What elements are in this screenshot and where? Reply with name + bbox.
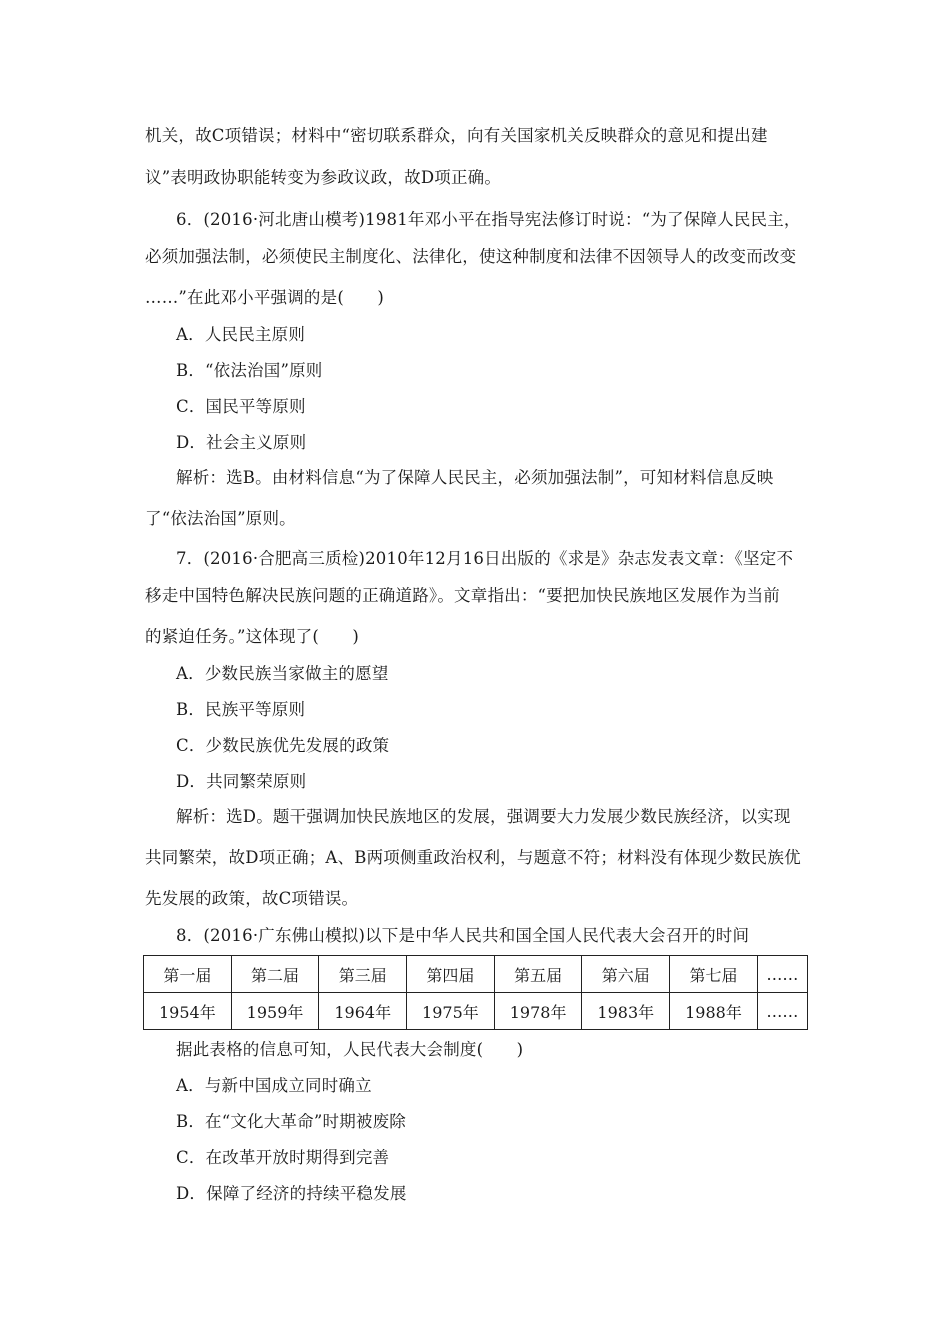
q6-analysis-line-1: 解析：选B。由材料信息“为了保障人民民主，必须加强法制”，可知材料信息反映 [176, 468, 774, 487]
q7-option-c: C．少数民族优先发展的政策 [176, 736, 390, 755]
q7-analysis-line-1: 解析：选D。题干强调加快民族地区的发展，强调要大力发展少数民族经济，以实现 [176, 807, 791, 826]
table-year-cell: 1978年 [494, 993, 582, 1030]
table-header-cell: 第五届 [494, 956, 582, 993]
table-row [144, 993, 808, 1030]
table-header-cell: 第七届 [670, 956, 758, 993]
q8-option-d: D．保障了经济的持续平稳发展 [176, 1184, 407, 1203]
table-year-cell: 1954年 [144, 993, 232, 1030]
q6-option-b: B．“依法治国”原则 [176, 361, 323, 380]
q6-stem-line-2: 必须加强法制，必须使民主制度化、法律化，使这种制度和法律不因领导人的改变而改变 [145, 247, 797, 266]
q8-stem-line-1: 8．(2016·广东佛山模拟)以下是中华人民共和国全国人民代表大会召开的时间 [176, 926, 750, 945]
table-year-cell: 1983年 [582, 993, 670, 1030]
table-year-cell: …… [757, 993, 807, 1030]
q7-stem-line-1: 7．(2016·合肥高三质检)2010年12月16日出版的《求是》杂志发表文章：《坚定不 [176, 549, 794, 568]
q6-option-d: D．社会主义原则 [176, 433, 307, 452]
q7-option-a: A．少数民族当家做主的愿望 [176, 664, 389, 683]
table-year-cell: 1988年 [670, 993, 758, 1030]
q6-stem-line-3: ……”在此邓小平强调的是( ) [145, 288, 385, 307]
continued-analysis-line-2: 议”表明政协职能转变为参政议政，故D项正确。 [145, 168, 502, 187]
q8-option-b: B．在“文化大革命”时期被废除 [176, 1112, 406, 1131]
table-header-cell: 第三届 [319, 956, 407, 993]
q7-option-b: B．民族平等原则 [176, 700, 306, 719]
q6-analysis-line-2: 了“依法治国”原则。 [145, 509, 296, 528]
table-header-cell: 第一届 [144, 956, 232, 993]
q6-stem-line-1: 6．(2016·河北唐山模考)1981年邓小平在指导宪法修订时说：“为了保障人民民主， [176, 210, 801, 229]
q6-option-c: C．国民平等原则 [176, 397, 306, 416]
q7-analysis-line-2: 共同繁荣，故D项正确；A、B两项侧重政治权利，与题意不符；材料没有体现少数民族优 [145, 848, 801, 867]
q7-analysis-line-3: 先发展的政策，故C项错误。 [145, 889, 359, 908]
q7-stem-line-2: 移走中国特色解决民族问题的正确道路》。文章指出：“要把加快民族地区发展作为当前 [145, 586, 780, 605]
npc-sessions-table [143, 955, 808, 1030]
table-header-cell: 第二届 [231, 956, 319, 993]
q8-option-c: C．在改革开放时期得到完善 [176, 1148, 390, 1167]
table-header-cell: 第六届 [582, 956, 670, 993]
q8-option-a: A．与新中国成立同时确立 [176, 1076, 372, 1095]
q6-option-a: A．人民民主原则 [176, 325, 306, 344]
table-year-cell: 1964年 [319, 993, 407, 1030]
q7-option-d: D．共同繁荣原则 [176, 772, 307, 791]
table-header-cell: 第四届 [407, 956, 495, 993]
table-header-cell: …… [757, 956, 807, 993]
continued-analysis-line-1: 机关，故C项错误；材料中“密切联系群众，向有关国家机关反映群众的意见和提出建 [145, 126, 768, 145]
table-row [144, 956, 808, 993]
table-year-cell: 1975年 [407, 993, 495, 1030]
q8-stem-line-2: 据此表格的信息可知，人民代表大会制度( ) [176, 1040, 524, 1059]
q7-stem-line-3: 的紧迫任务。”这体现了( ) [145, 627, 360, 646]
table-year-cell: 1959年 [231, 993, 319, 1030]
